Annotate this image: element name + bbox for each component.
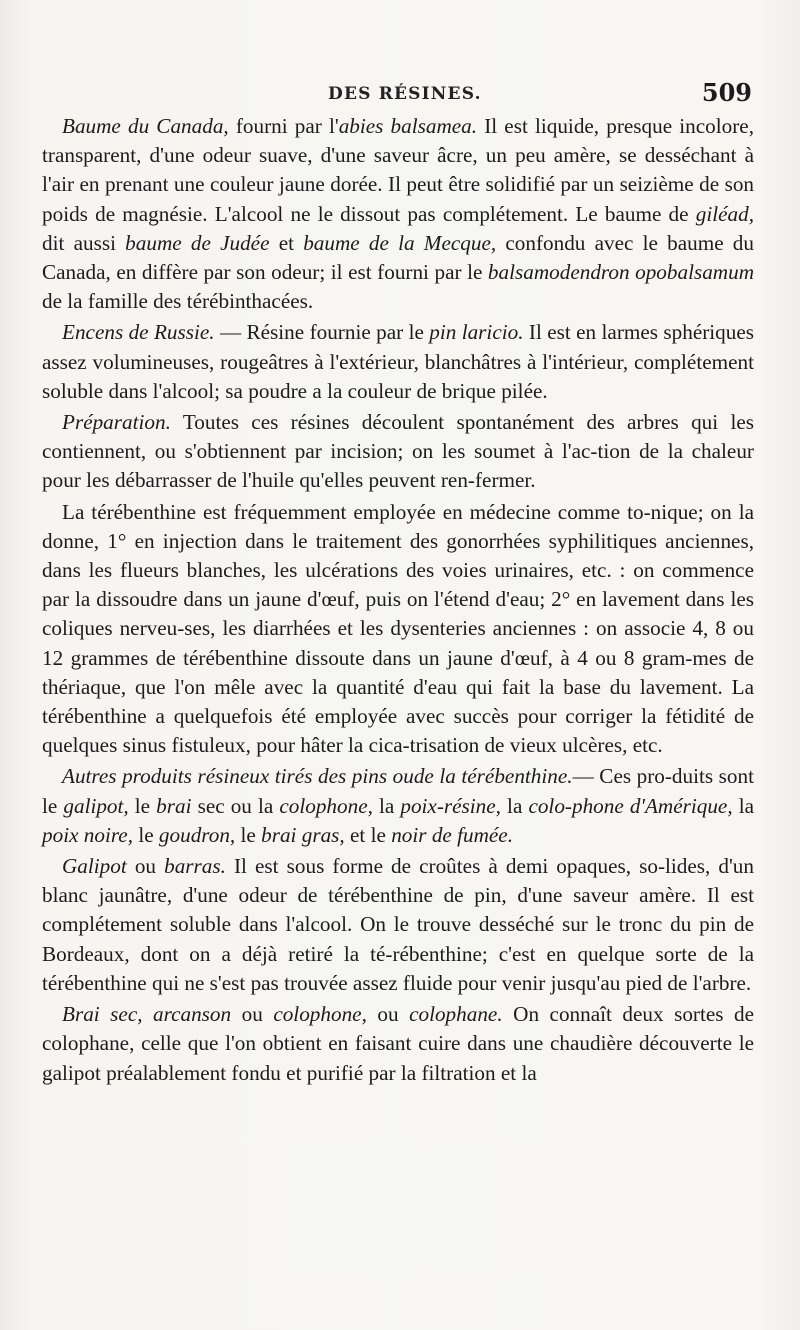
italic-text: Encens de Russie. — [62, 320, 215, 345]
text-run: ou — [126, 854, 165, 879]
text-run: Toutes ces résines découlent spontanément des arbres qui les contiennent, ou s'obtiennent par incision; on les soumet à l'ac-tion de la chaleur pour les débarrasser de l'huile qu'elles peuvent ren-fermer. — [42, 410, 754, 493]
italic-text: barras. — [164, 854, 226, 879]
text-run: le — [133, 822, 159, 847]
italic-text: pin laricio. — [429, 320, 524, 345]
italic-text: giléad, — [695, 201, 754, 226]
italic-text: colophone, — [279, 793, 373, 818]
text-run: dit aussi — [42, 230, 126, 255]
text-run: la — [372, 793, 401, 818]
italic-text: galipot, — [63, 793, 129, 818]
text-run: confondu avec le baume du Canada, en diffère par son odeur; il est fourni par le — [42, 230, 754, 285]
italic-text: balsamodendron opobalsamum — [487, 260, 754, 285]
text-run: — Résine fournie par le — [214, 320, 430, 345]
text-run: et le — [344, 822, 392, 847]
italic-text: baume de la Mecque, — [303, 230, 497, 255]
paragraph — [42, 762, 754, 850]
running-head — [0, 78, 800, 114]
text-run: fourni par l' — [228, 114, 339, 138]
paragraph — [42, 852, 754, 998]
italic-text: colophone, — [273, 1002, 367, 1027]
text-run: le — [128, 793, 157, 818]
text-run: — Ces pro-duits sont le — [42, 764, 754, 818]
text-run: Il est liquide, presque incolore, transparent, d'une odeur suave, d'une saveur âcre, un peu amère, se desséchant à l'air en prenant une couleur jaune dorée. Il peut être solidifié par un seizième de son poids de magnésie. L'alcool ne le dissout pas complétement. Le baume de — [42, 114, 754, 226]
text-run: ou — [366, 1002, 410, 1027]
italic-text: abies balsamea. — [338, 114, 478, 138]
paragraph — [42, 408, 754, 496]
page-number: 509 — [701, 78, 752, 107]
paragraph — [42, 112, 754, 316]
text-run: Il est en larmes sphériques assez volumineuses, rougeâtres à l'extérieur, blanchâtres à l'intérieur, complétement soluble dans l'alcool; sa poudre a la couleur de brique pilée. — [42, 320, 754, 403]
italic-text: baume de Judée — [125, 230, 270, 255]
body-text — [42, 112, 754, 1088]
text-run: le — [235, 822, 262, 847]
italic-text: Brai sec, arcanson — [62, 1002, 232, 1027]
italic-text: brai gras, — [261, 822, 345, 847]
paragraph — [42, 1000, 754, 1088]
italic-text: Autres produits résineux tirés des pins oude la térébenthine. — [62, 764, 573, 789]
text-run: La térébenthine est fréquemment employée en médecine comme to-nique; on la donne, 1° en injection dans le traitement des gonorrhées syphilitiques anciennes, dans les flueurs blanches, les ulcérations des voies urinaires, etc. : on commence par la dissoudre dans un jaune d'œuf, puis on l'étend d'eau; 2° en lavement dans les coliques nerveu-ses, les diarrhées et les dysenteries anciennes : on associe 4, 8 ou 12 grammes de térébenthine dissoute dans un jaune d'œuf, à 4 ou 8 gram-mes de thériaque, que l'on mêle avec la quantité d'eau qui fait la base du lavement. La térébenthine a quelquefois été employée avec succès pour corriger la fétidité de quelques sinus fistuleux, pour hâter la cica-trisation de vieux ulcères, etc. — [42, 499, 754, 758]
text-run: ou — [231, 1002, 274, 1027]
paragraph — [42, 318, 754, 406]
running-title: DES RÉSINES. — [328, 84, 482, 104]
italic-text: Préparation. — [62, 410, 171, 435]
italic-text: poix-résine, — [400, 793, 501, 818]
italic-text: colo-phone d'Amérique, — [528, 793, 733, 818]
text-run: de la famille des térébinthacées. — [42, 289, 314, 314]
italic-text: Galipot — [62, 854, 127, 879]
text-run: la — [732, 793, 754, 818]
text-run: la — [500, 793, 529, 818]
italic-text: colophane. — [409, 1002, 503, 1027]
italic-text: poix noire, — [42, 822, 134, 847]
italic-text: Baume du Canada, — [62, 114, 229, 138]
text-run: sec ou la — [191, 793, 280, 818]
italic-text: noir de fumée. — [391, 822, 514, 847]
paragraph — [42, 498, 754, 761]
italic-text: goudron, — [158, 822, 236, 847]
italic-text: brai — [156, 793, 192, 818]
text-run: et — [269, 230, 304, 255]
text-run: On connaît deux sortes de colophane, celle que l'on obtient en faisant cuire dans une chaudière découverte le galipot préalablement fondu et purifié par la filtration et la — [42, 1002, 755, 1085]
text-run: Il est sous forme de croûtes à demi opaques, so-lides, d'un blanc jaunâtre, d'une odeur de térébenthine de pin, d'une saveur amère. Il est complétement soluble dans l'alcool. On le trouve desséché sur le tronc du pin de Bordeaux, dont on a déjà retiré la té-rébenthine; c'est en quelque sorte de la térébenthine qui ne s'est pas trouvée assez fluide pour venir jusqu'au pied de l'arbre. — [42, 854, 754, 995]
